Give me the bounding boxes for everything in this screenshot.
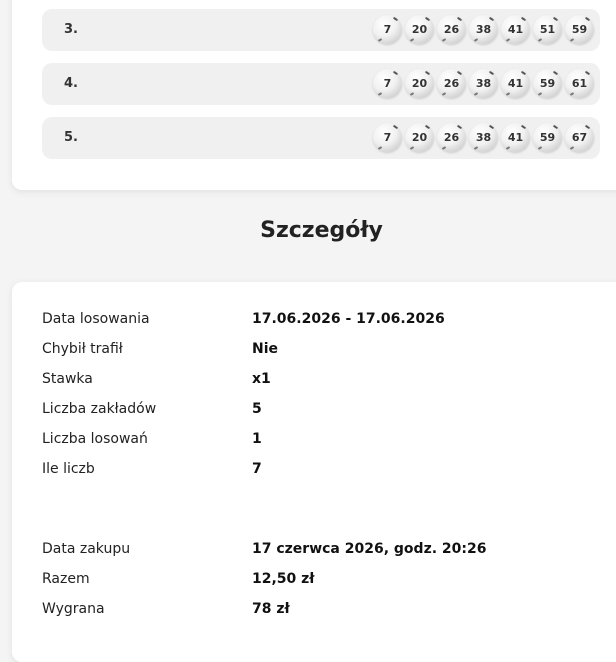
- detail-numbers-count: [42, 459, 602, 479]
- bet-row-balls: [373, 123, 594, 152]
- lotto-ball: 26: [437, 15, 466, 44]
- detail-label: Stawka: [42, 371, 93, 387]
- detail-label: Wygrana: [42, 601, 105, 617]
- detail-label: Data zakupu: [42, 541, 131, 557]
- bet-row: [42, 117, 600, 159]
- lotto-ball: 59: [533, 69, 562, 98]
- detail-draw-count: [42, 429, 602, 449]
- detail-label: Ile liczb: [42, 461, 95, 477]
- detail-value: x1: [252, 371, 271, 387]
- detail-stake: [42, 369, 602, 389]
- detail-value: 1: [252, 431, 262, 447]
- lotto-ball: 7: [373, 69, 402, 98]
- bet-row: [42, 9, 600, 51]
- lotto-ball: 38: [469, 123, 498, 152]
- detail-win: [42, 599, 602, 619]
- detail-chybil-trafil: [42, 339, 602, 359]
- detail-value: 7: [252, 461, 262, 477]
- lotto-ball: 7: [373, 15, 402, 44]
- detail-draw-date: [42, 309, 602, 329]
- lotto-ball: 26: [437, 123, 466, 152]
- lotto-ball: 41: [501, 15, 530, 44]
- detail-value: 5: [252, 401, 262, 417]
- bet-row-index: 5.: [64, 130, 78, 145]
- lotto-ball: 38: [469, 15, 498, 44]
- lotto-ball: 61: [565, 69, 594, 98]
- bet-row-balls: [373, 69, 594, 98]
- detail-value: 17 czerwca 2026, godz. 20:26: [252, 541, 487, 557]
- details-title: Szczegóły: [260, 218, 383, 243]
- lotto-ball: 41: [501, 123, 530, 152]
- detail-value: 17.06.2026 - 17.06.2026: [252, 311, 445, 327]
- lotto-ball: 26: [437, 69, 466, 98]
- detail-label: Liczba losowań: [42, 431, 148, 447]
- lotto-ball: 20: [405, 123, 434, 152]
- detail-label: Chybił trafił: [42, 341, 123, 357]
- detail-total: [42, 569, 602, 589]
- lotto-ball: 20: [405, 15, 434, 44]
- lotto-ball: 7: [373, 123, 402, 152]
- lotto-ball: 51: [533, 15, 562, 44]
- lotto-ball: 20: [405, 69, 434, 98]
- detail-purchase-date: [42, 539, 602, 559]
- bet-row-index: 4.: [64, 76, 78, 91]
- detail-bet-count: [42, 399, 602, 419]
- bet-row-index: 3.: [64, 22, 78, 37]
- lotto-ball: 59: [533, 123, 562, 152]
- detail-value: 78 zł: [252, 601, 290, 617]
- detail-label: Liczba zakładów: [42, 401, 157, 417]
- detail-value: 12,50 zł: [252, 571, 315, 587]
- lotto-ball: 67: [565, 123, 594, 152]
- lotto-ball: 38: [469, 69, 498, 98]
- lotto-ball: 59: [565, 15, 594, 44]
- detail-label: Razem: [42, 571, 90, 587]
- lotto-ball: 41: [501, 69, 530, 98]
- bet-row-balls: [373, 15, 594, 44]
- bet-row: [42, 63, 600, 105]
- detail-label: Data losowania: [42, 311, 150, 327]
- detail-value: Nie: [252, 341, 279, 357]
